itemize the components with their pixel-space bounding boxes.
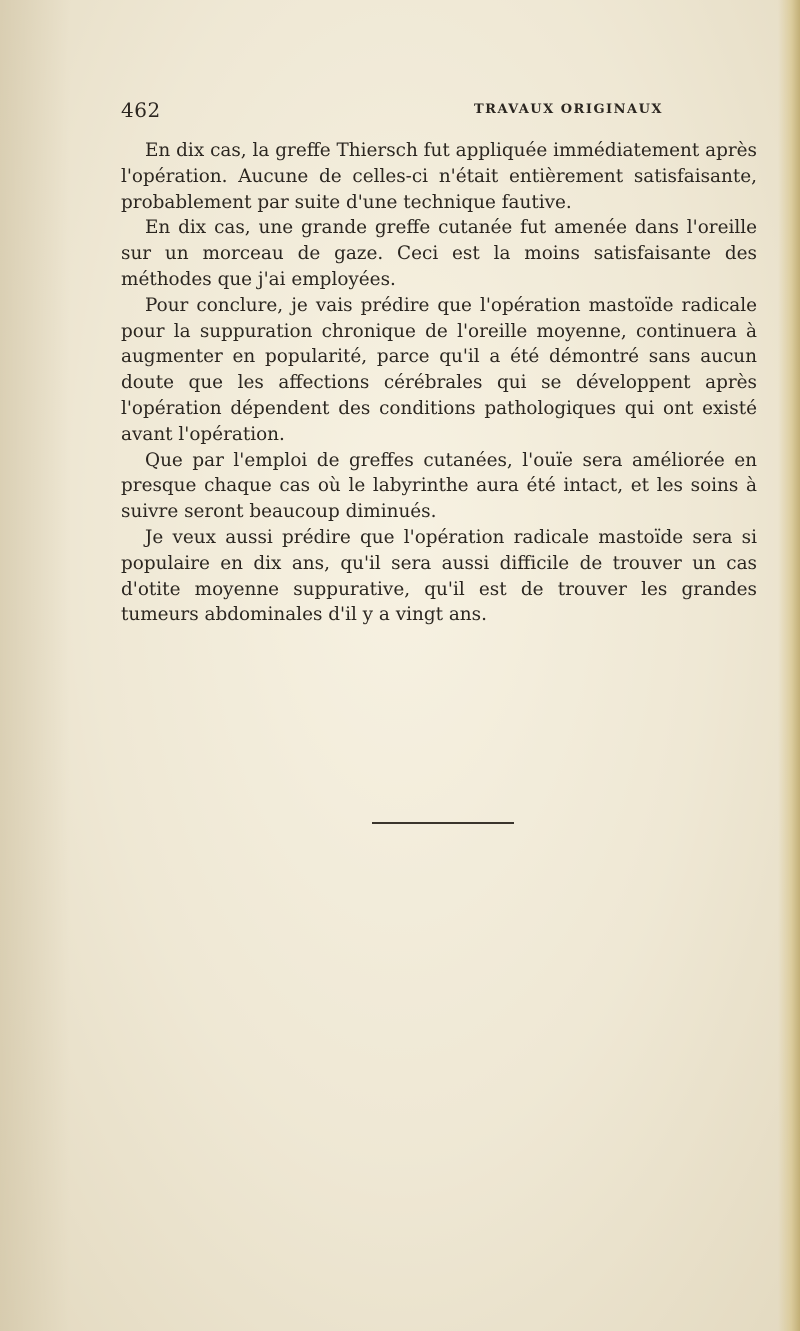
page-shading [0, 0, 70, 1331]
page-number: 462 [121, 98, 161, 122]
paragraph: En dix cas, une grande greffe cutanée fut amenée dans l'oreille sur un morceau de gaze. Ceci est la moins satisfaisante des méthodes que j'ai employées. [121, 217, 757, 290]
paragraph: Pour conclure, je vais prédire que l'opération mastoïde radicale pour la suppuration chronique de l'oreille moyenne, continuera à augmenter en popularité, parce qu'il a été démontré sans aucun doute que les affections cérébrales qui se développent après l'opération dépendent des conditions pathologiques qui ont existé avant l'opération. [121, 294, 757, 445]
page-header [121, 98, 757, 124]
section-end-rule [372, 822, 514, 824]
paragraph: Je veux aussi prédire que l'opération radicale mastoïde sera si populaire en dix ans, qu'il sera aussi difficile de trouver un cas d'otite moyenne suppurative, qu'il est de trouver les grandes tumeurs abdominales d'il y a vingt ans. [121, 526, 757, 626]
running-head: TRAVAUX ORIGINAUX [474, 102, 664, 117]
paragraph: En dix cas, la greffe Thiersch fut appliquée immédiatement après l'opération. Aucune de celles-ci n'était entièrement satisfaisante, probablement par suite d'une technique fautive. [121, 140, 757, 213]
page-edge [778, 0, 800, 1331]
paragraph: Que par l'emploi de greffes cutanées, l'ouïe sera améliorée en presque chaque cas où le labyrinthe aura été intact, et les soins à suivre seront beaucoup diminués. [121, 449, 757, 523]
body-text [121, 138, 757, 628]
